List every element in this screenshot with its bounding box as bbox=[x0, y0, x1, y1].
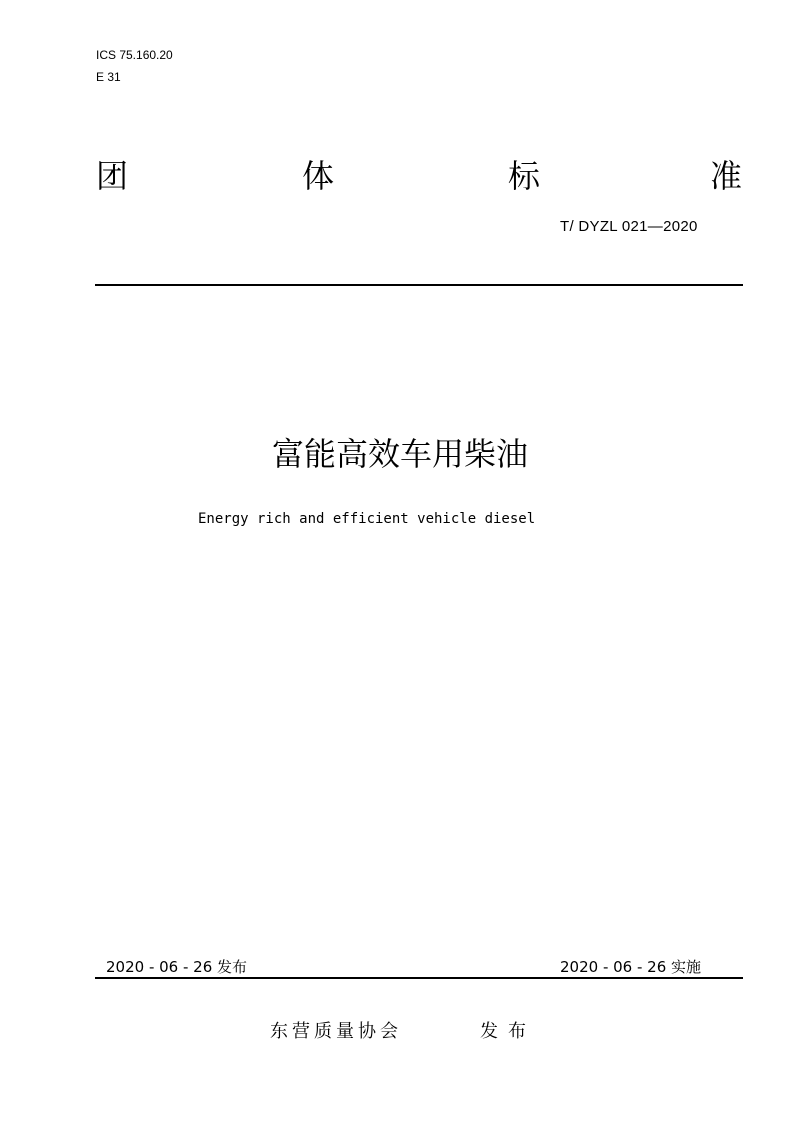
standard-type-char-4: 准 bbox=[710, 157, 743, 195]
issued-label: 发布 bbox=[480, 1021, 536, 1042]
document-title-text: 富能高效车用柴油 bbox=[271, 435, 528, 473]
publish-date: 2020 - 06 - 26 发布 bbox=[106, 958, 248, 976]
standard-number: T/ DYZL 021—2020 bbox=[560, 218, 698, 235]
document-title-english: Energy rich and efficient vehicle diesel bbox=[198, 511, 536, 527]
implement-date: 2020 - 06 - 26 实施 bbox=[560, 958, 702, 976]
document-title bbox=[0, 434, 800, 474]
classification-code: E 31 bbox=[96, 70, 121, 84]
footer-divider bbox=[95, 977, 743, 979]
standard-type-char-1: 团 bbox=[96, 157, 129, 195]
issuing-organization: 东营质量协会 bbox=[270, 1021, 402, 1042]
standard-type-char-2: 体 bbox=[302, 157, 335, 195]
standard-type-char-3: 标 bbox=[508, 157, 541, 195]
header-divider bbox=[95, 284, 743, 286]
ics-code: ICS 75.160.20 bbox=[96, 48, 173, 62]
